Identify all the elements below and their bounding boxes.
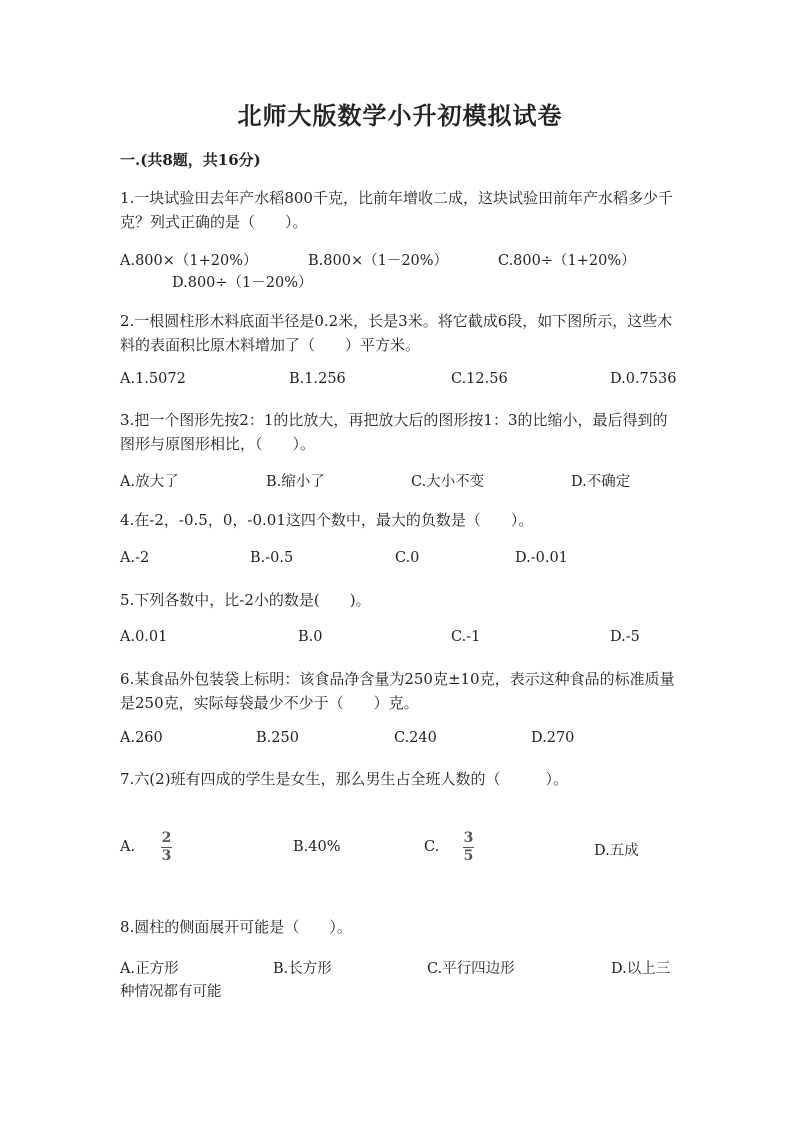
q2-option-c: C.12.56 <box>451 371 508 387</box>
question-5: 5.下列各数中，比-2小的数是( )。 <box>120 591 371 609</box>
fraction-denominator: 3 <box>161 848 172 864</box>
q5-option-a: A.0.01 <box>120 629 168 645</box>
fraction-numerator: 3 <box>463 830 474 846</box>
q8-option-d: D.以上三 <box>611 961 671 977</box>
page-title: 北师大版数学小升初模拟试卷 <box>237 101 563 130</box>
fraction-denominator: 5 <box>463 848 474 864</box>
q6-option-b: B.250 <box>256 730 299 746</box>
q5-option-d: D.-5 <box>610 629 640 645</box>
q6-option-d: D.270 <box>531 730 575 746</box>
q7-option-c-fraction <box>463 831 474 864</box>
q8-option-b: B.长方形 <box>273 961 332 977</box>
question-2: 2.一根圆柱形木料底面半径是0.2米，长是3米。将它截成6段，如下图所示，这些木料的表面积比原木料增加了（ ）平方米。 <box>120 312 673 354</box>
q1-option-b: B.800×（1－20%） <box>308 253 449 269</box>
q4-option-d: D.-0.01 <box>515 550 568 566</box>
q8-option-c: C.平行四边形 <box>427 961 515 977</box>
q7-option-d: D.五成 <box>594 843 639 859</box>
q3-option-b: B.缩小了 <box>266 474 325 490</box>
question-3: 3.把一个图形先按2：1的比放大，再把放大后的图形按1：3的比缩小，最后得到的图形与原图形相比，（ ）。 <box>120 411 668 453</box>
question-7: 7.六(2)班有四成的学生是女生，那么男生占全班人数的（ ）。 <box>120 770 569 788</box>
question-6: 6.某食品外包装袋上标明：该食品净含量为250克±10克，表示这种食品的标准质量是250克，实际每袋最少不少于（ ）克。 <box>120 670 675 712</box>
q3-option-a: A.放大了 <box>120 474 179 490</box>
q7-option-a-fraction <box>161 831 172 864</box>
question-4: 4.在-2，-0.5，0，-0.01这四个数中，最大的负数是（ ）。 <box>120 511 534 529</box>
question-8: 8.圆柱的侧面展开可能是（ ）。 <box>120 918 352 936</box>
q7-option-b: B.40% <box>293 839 341 855</box>
q2-option-b: B.1.256 <box>289 371 346 387</box>
q8-option-a: A.正方形 <box>120 961 179 977</box>
q3-option-d: D.不确定 <box>571 474 631 490</box>
q1-option-c: C.800÷（1+20%） <box>498 253 636 269</box>
q7-option-c: C. <box>424 839 440 855</box>
q5-option-c: C.-1 <box>451 629 481 645</box>
q8-option-d-continued: 种情况都有可能 <box>120 984 222 1000</box>
q4-option-a: A.-2 <box>120 550 150 566</box>
q6-option-a: A.260 <box>120 730 163 746</box>
q7-option-a: A. <box>120 839 136 855</box>
q6-option-c: C.240 <box>394 730 437 746</box>
q1-option-a: A.800×（1+20%） <box>120 253 258 269</box>
question-1: 1.一块试验田去年产水稻800千克，比前年增收二成，这块试验田前年产水稻多少千克？列式正确的是（ ）。 <box>120 189 673 231</box>
q2-option-d: D.0.7536 <box>610 371 677 387</box>
q5-option-b: B.0 <box>298 629 323 645</box>
q4-option-b: B.-0.5 <box>250 550 294 566</box>
section-heading: 一.(共8题，共16分) <box>120 151 261 169</box>
q2-option-a: A.1.5072 <box>120 371 186 387</box>
fraction-numerator: 2 <box>161 830 172 846</box>
q1-option-d: D.800÷（1－20%） <box>172 275 313 291</box>
q4-option-c: C.0 <box>395 550 420 566</box>
q3-option-c: C.大小不变 <box>411 474 485 490</box>
